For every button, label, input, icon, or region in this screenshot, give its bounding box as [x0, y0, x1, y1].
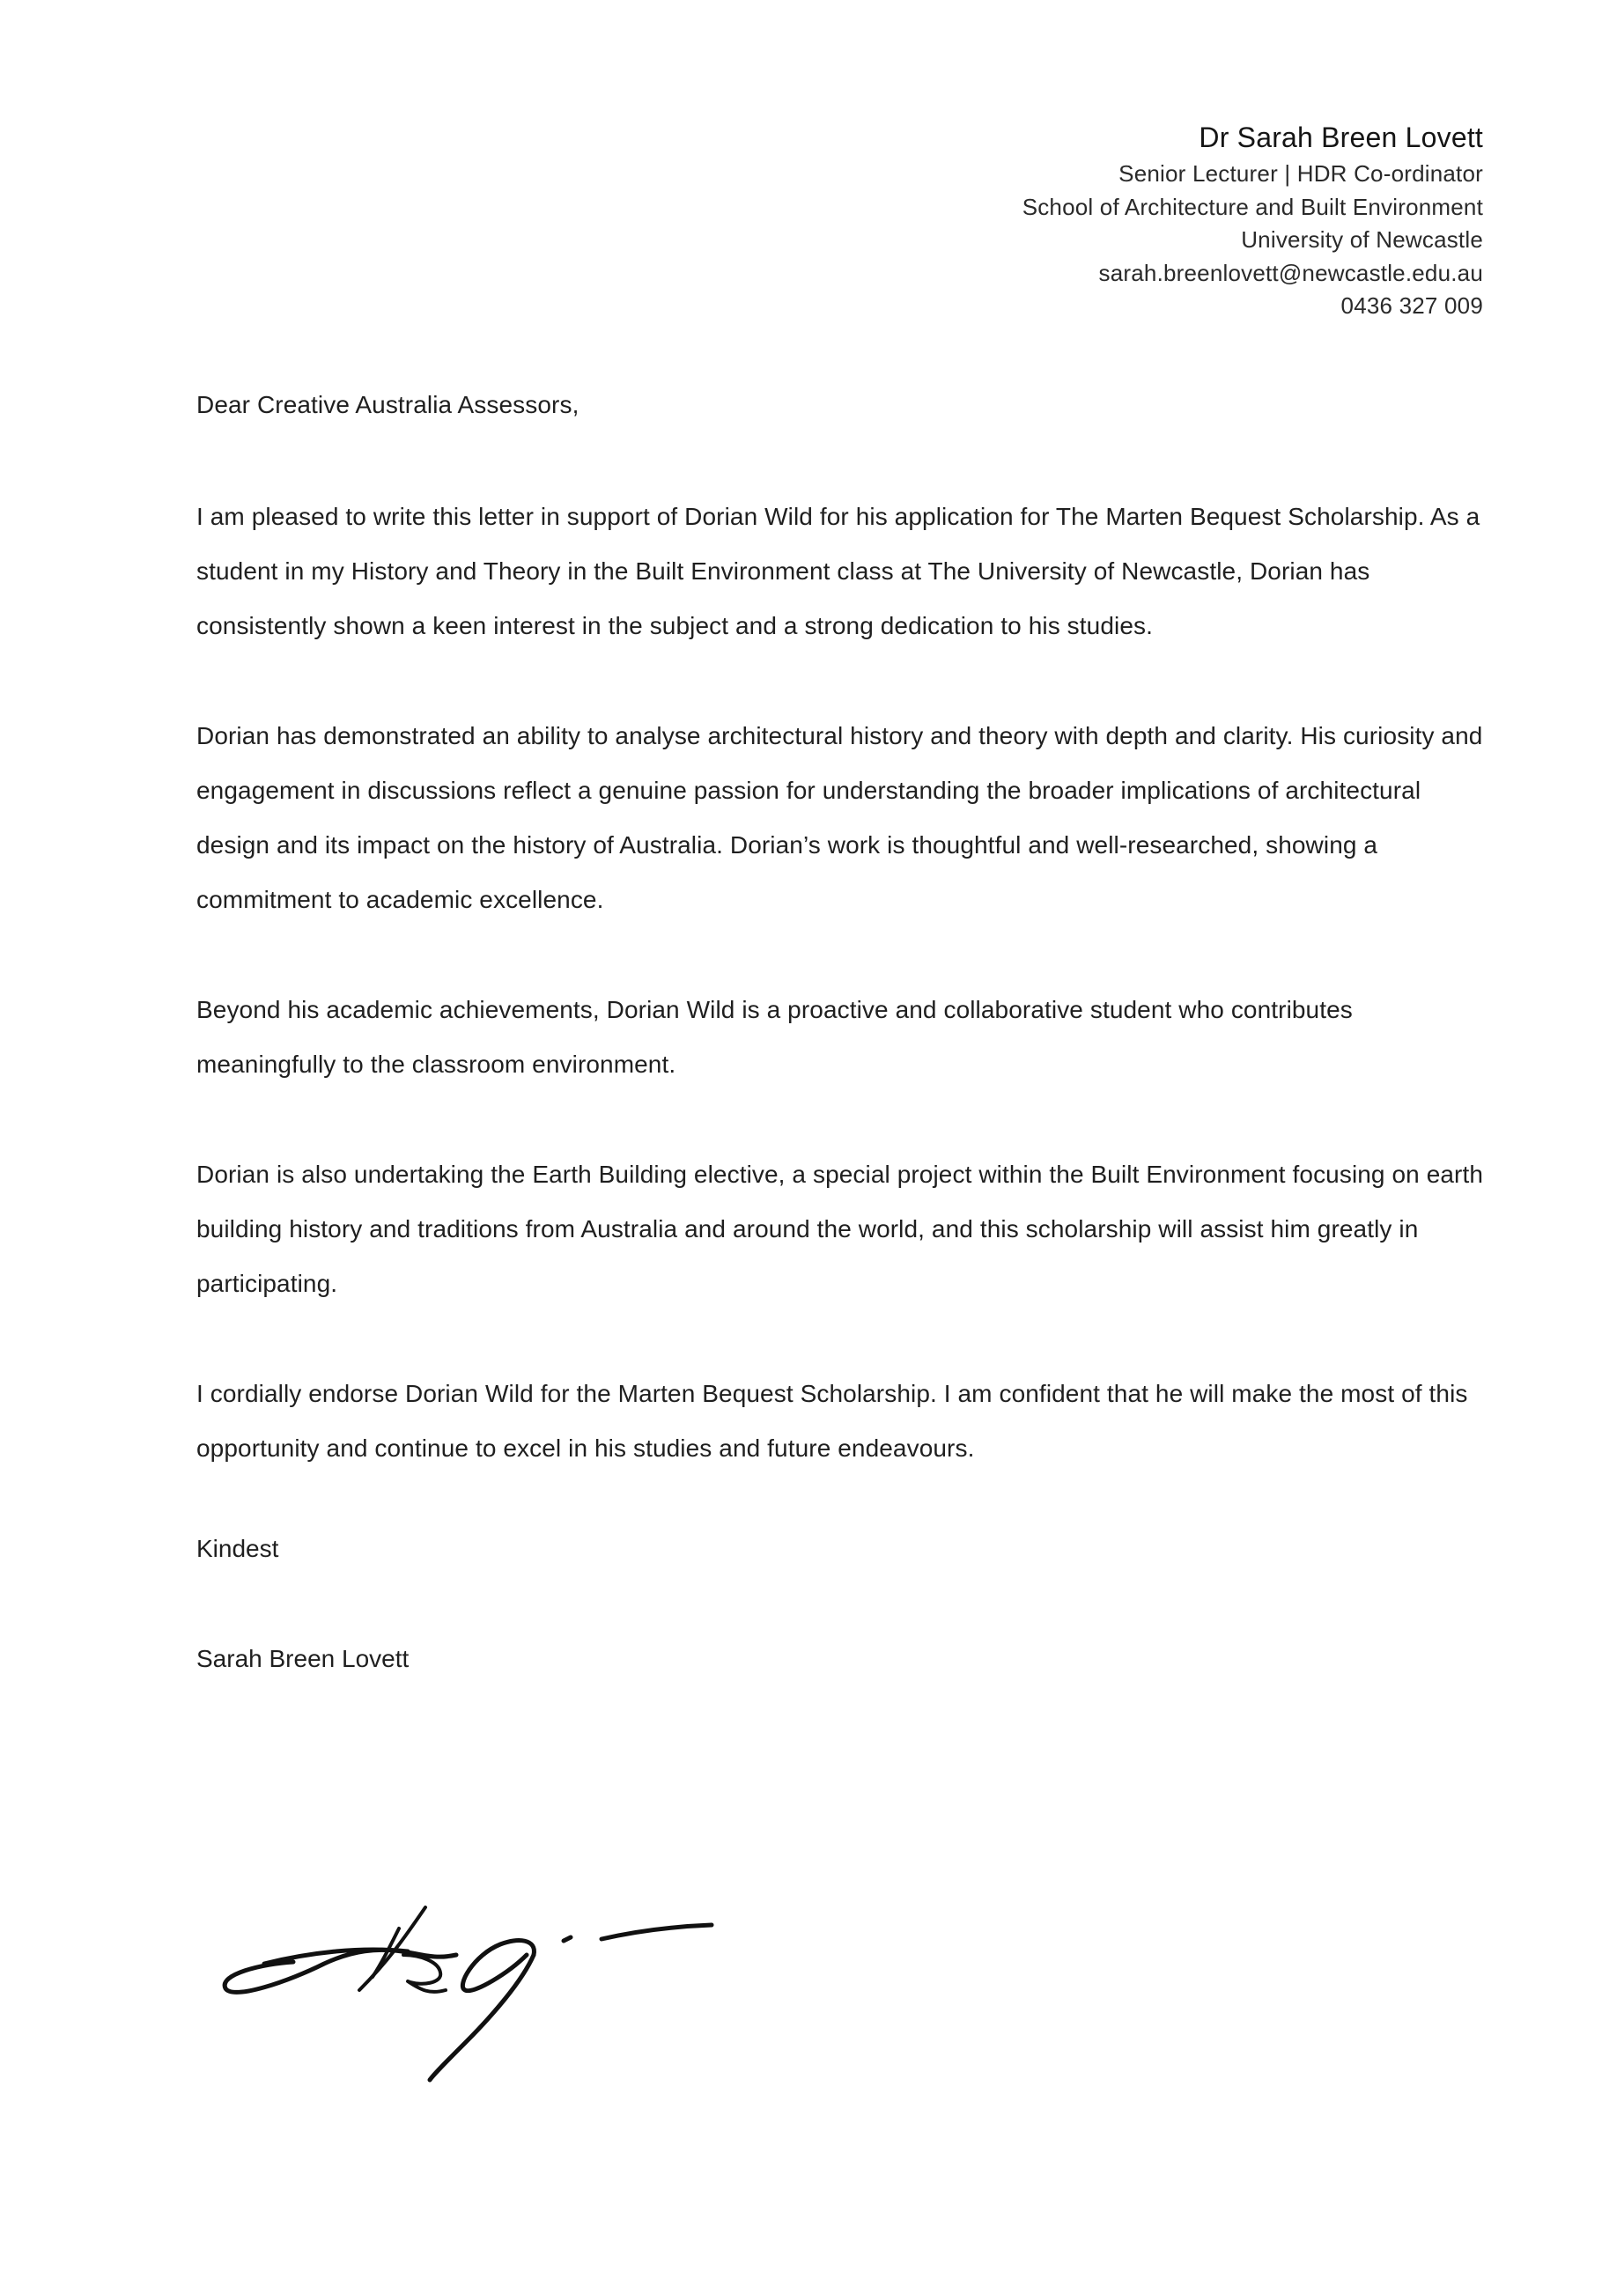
signature-stroke-dot: [564, 1937, 571, 1941]
paragraph-5: I cordially endorse Dorian Wild for the Marten Bequest Scholarship. I am confident that he will make the most of this opportunity and continue to excel in his studies and future endeavours.: [196, 1380, 1468, 1462]
paragraph-2: Dorian has demonstrated an ability to analyse architectural history and theory with depth and clarity. His curiosity and engagement in discussions reflect a genuine passion for understanding the broader implications of architectural design and its impact on the history of Australia. Dorian’s work is thoughtful and well-researched, showing a commitment to academic excellence.: [196, 722, 1483, 913]
sender-school: School of Architecture and Built Environment: [1022, 193, 1483, 220]
signature-stroke-descender: [430, 1955, 534, 2080]
closing: Kindest: [196, 1535, 279, 1562]
sender-phone: 0436 327 009: [1340, 292, 1483, 319]
signature-stroke-tail: [602, 1925, 712, 1939]
handwritten-signature-icon: [210, 1858, 756, 2087]
paragraph-4: Dorian is also undertaking the Earth Building elective, a special project within the Built Environment focusing on earth building history and traditions from Australia and around the world, and this scholarship will assist him greatly in participating.: [196, 1161, 1484, 1297]
letter-body: [196, 387, 1491, 1677]
signature-stroke-second-loop: [462, 1941, 534, 1991]
sender-email[interactable]: sarah.breenlovett@newcastle.edu.au: [1098, 259, 1483, 286]
signatory-name: Sarah Breen Lovett: [196, 1645, 410, 1672]
paragraph-1: I am pleased to write this letter in support of Dorian Wild for his application for The Marten Bequest Scholarship. As a student in my History and Theory in the Built Environment class at The University of Newcastle, Dorian has consistently shown a keen interest in the subject and a strong dedication to his studies.: [196, 503, 1480, 639]
sender-title: Senior Lecturer | HDR Co-ordinator: [1118, 160, 1483, 187]
sender-university: University of Newcastle: [1241, 226, 1483, 253]
paragraph-3: Beyond his academic achievements, Dorian Wild is a proactive and collaborative student who contributes meaningfully to the classroom environment.: [196, 996, 1353, 1078]
letterhead: [1022, 119, 1483, 323]
sender-name: Dr Sarah Breen Lovett: [1199, 122, 1483, 153]
salutation: Dear Creative Australia Assessors,: [196, 391, 579, 418]
signature-stroke-k-loop: [403, 1955, 446, 1992]
